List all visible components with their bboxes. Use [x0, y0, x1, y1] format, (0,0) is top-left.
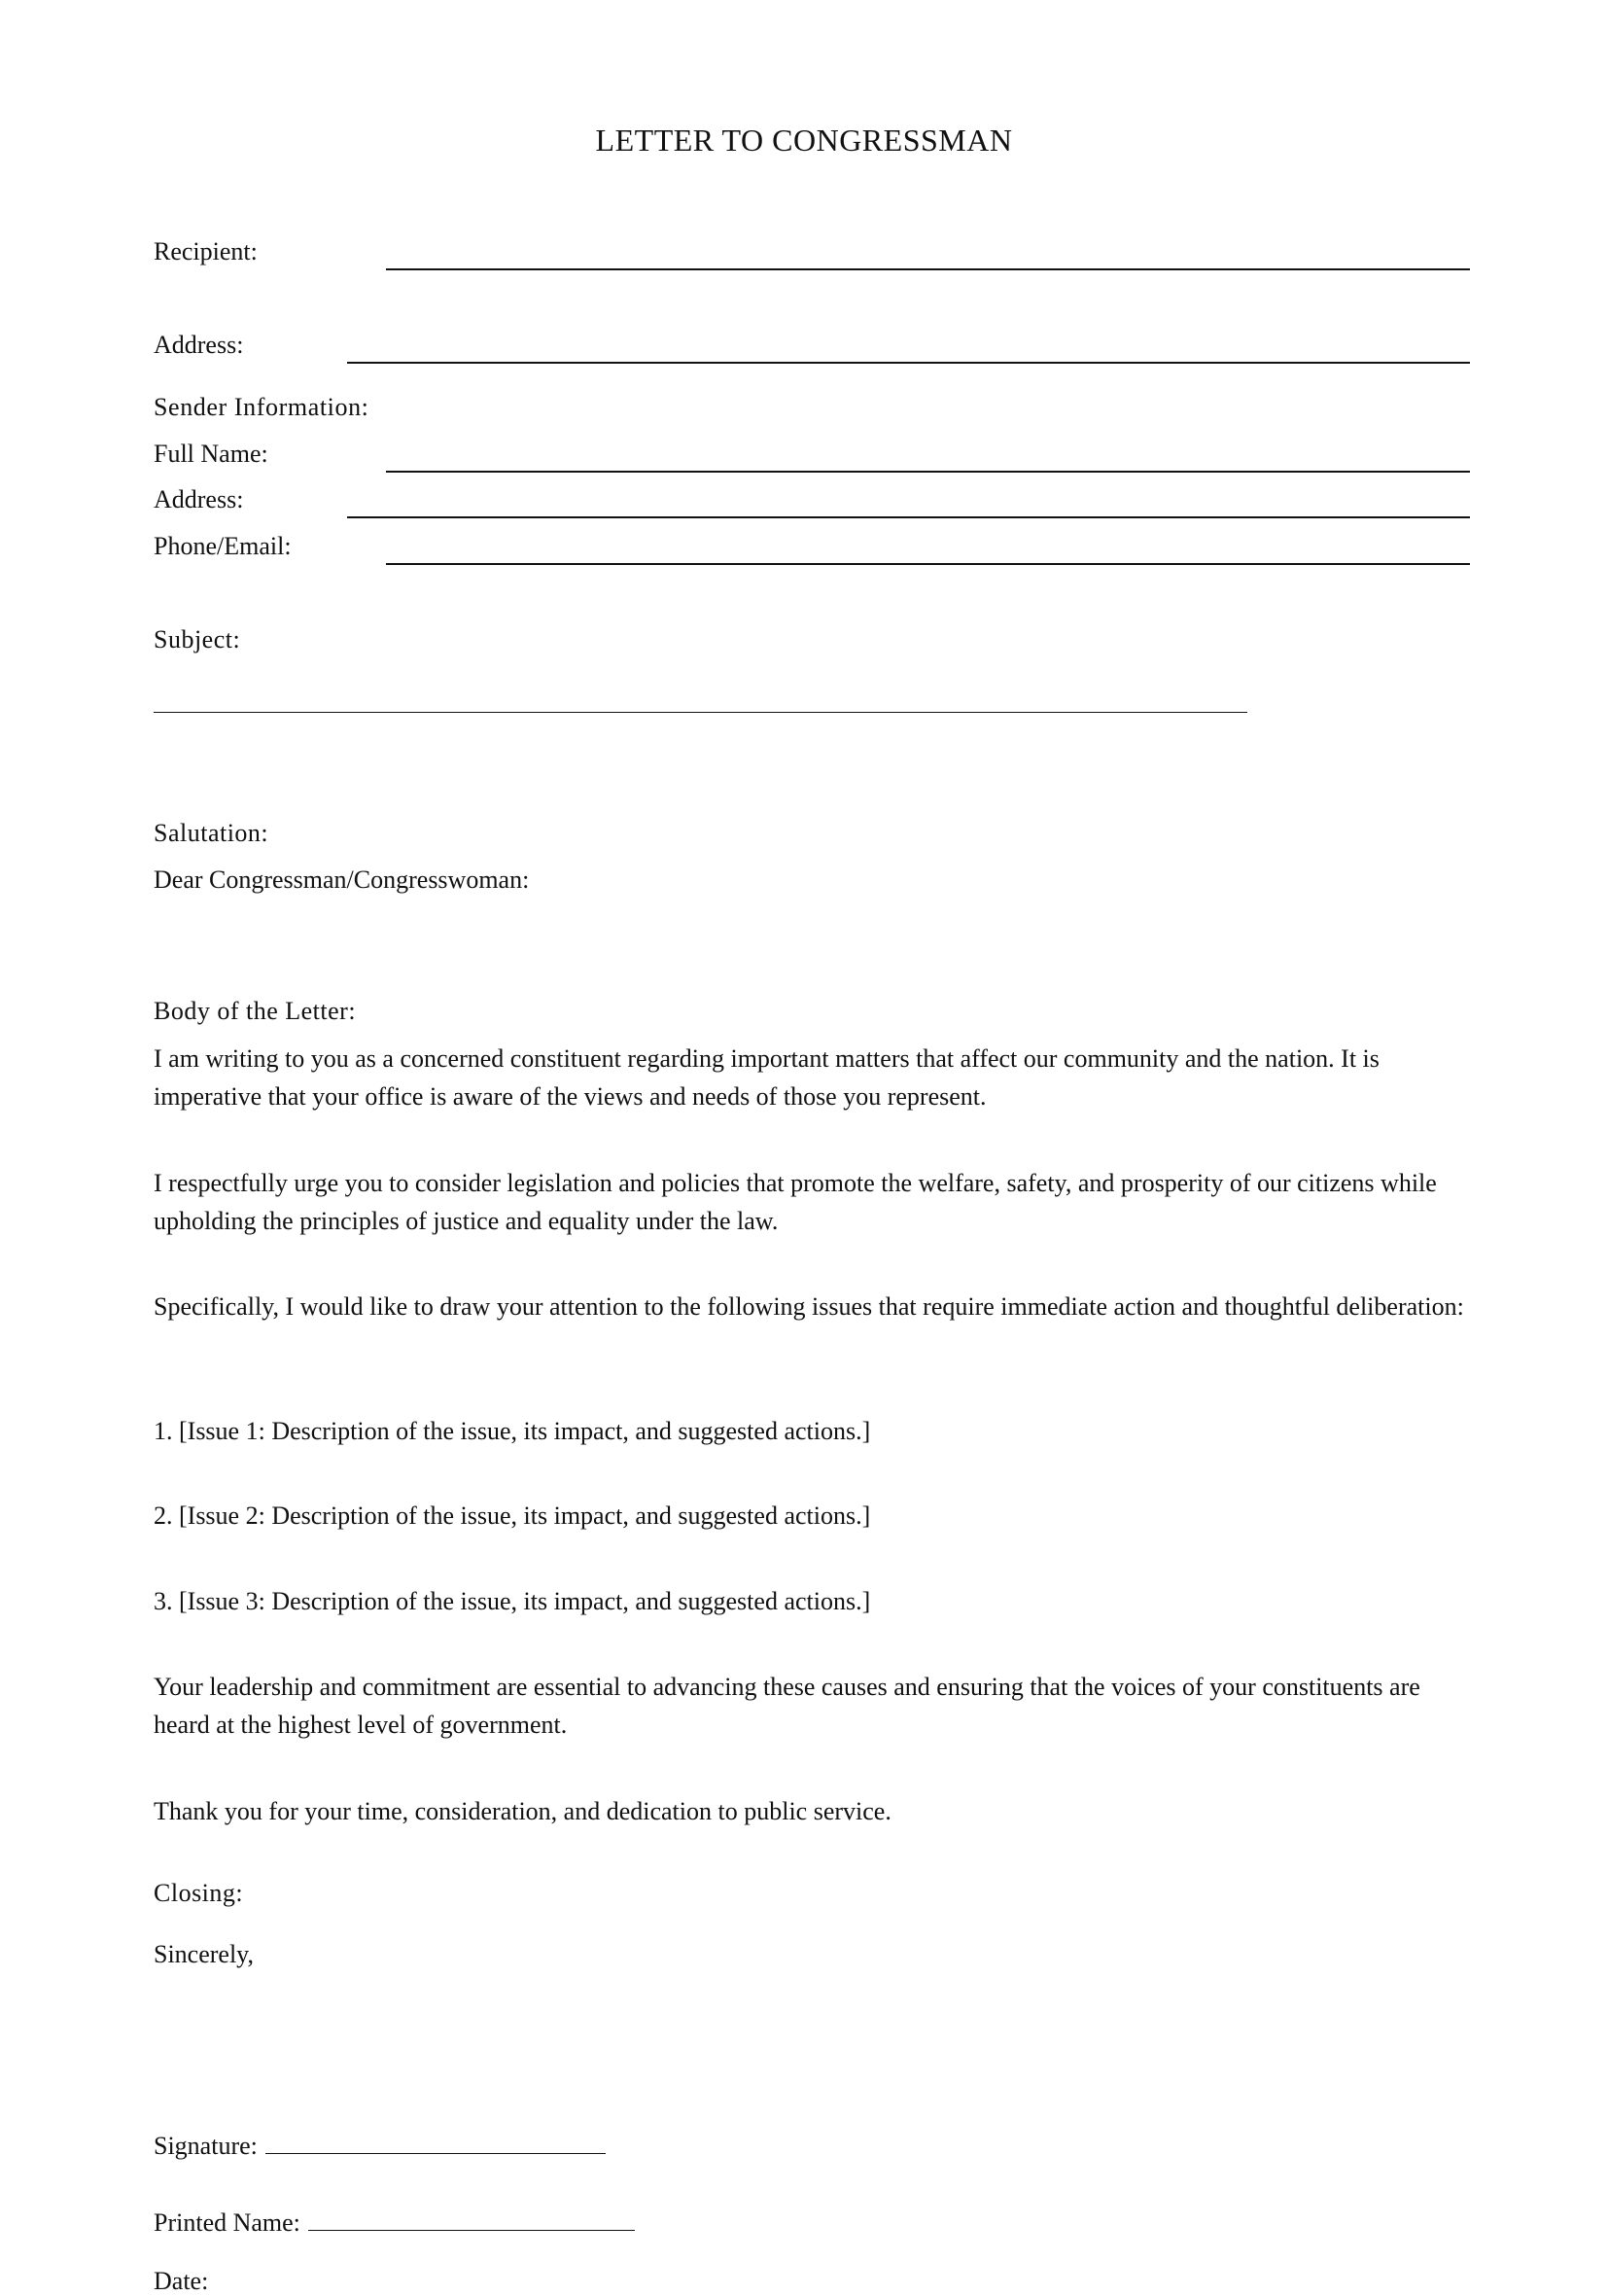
closing-text: Sincerely,: [154, 1940, 254, 1968]
subject-field[interactable]: [154, 712, 1247, 713]
date-label: Date:: [154, 2267, 209, 2295]
body-paragraph-2: I respectfully urge you to consider legislation and policies that promote the welfare, safety, and prosperity of our citizens while upholding the principles of justice and equality under the law.: [154, 1169, 1437, 1235]
signature-label: Signature:: [154, 2132, 258, 2160]
subject-label: Subject:: [154, 625, 241, 653]
printed-name-row: [154, 2208, 635, 2238]
full-name-label: Full Name:: [154, 440, 268, 468]
phone-email-label: Phone/Email:: [154, 532, 292, 560]
salutation-label: Salutation:: [154, 819, 269, 847]
sender-address-label: Address:: [154, 485, 244, 513]
signature-field[interactable]: [265, 2149, 606, 2154]
phone-email-field[interactable]: [386, 563, 1470, 565]
printed-name-label: Printed Name:: [154, 2208, 300, 2237]
body-paragraph-3: Specifically, I would like to draw your attention to the following issues that require immediate action and thoughtful deliberation:: [154, 1292, 1464, 1321]
document-title: LETTER TO CONGRESSMAN: [595, 123, 1013, 158]
date-row: [154, 2267, 208, 2296]
closing-label: Closing:: [154, 1879, 244, 1907]
recipient-label: Recipient:: [154, 237, 258, 265]
issue-item-3: 3. [Issue 3: Description of the issue, its impact, and suggested actions.]: [154, 1587, 871, 1615]
issue-item-2: 2. [Issue 2: Description of the issue, its impact, and suggested actions.]: [154, 1501, 871, 1530]
salutation-text: Dear Congressman/Congresswoman:: [154, 865, 530, 894]
address-field[interactable]: [347, 362, 1470, 364]
sender-information-heading: Sender Information:: [154, 393, 369, 421]
sender-address-field[interactable]: [347, 516, 1470, 518]
body-paragraph-4: Your leadership and commitment are essential to advancing these causes and ensuring that the voices of your constituents are heard at the highest level of government.: [154, 1673, 1420, 1739]
recipient-field[interactable]: [386, 268, 1470, 270]
issue-item-1: 1. [Issue 1: Description of the issue, its impact, and suggested actions.]: [154, 1417, 871, 1445]
printed-name-field[interactable]: [308, 2226, 635, 2231]
body-paragraph-5: Thank you for your time, consideration, and dedication to public service.: [154, 1797, 891, 1825]
address-label: Address:: [154, 331, 244, 359]
signature-row: [154, 2132, 606, 2161]
body-label: Body of the Letter:: [154, 997, 357, 1025]
full-name-field[interactable]: [386, 471, 1470, 473]
body-paragraph-1: I am writing to you as a concerned constituent regarding important matters that affect our community and the nation. It is imperative that your office is aware of the views and needs of those you represent.: [154, 1044, 1380, 1111]
